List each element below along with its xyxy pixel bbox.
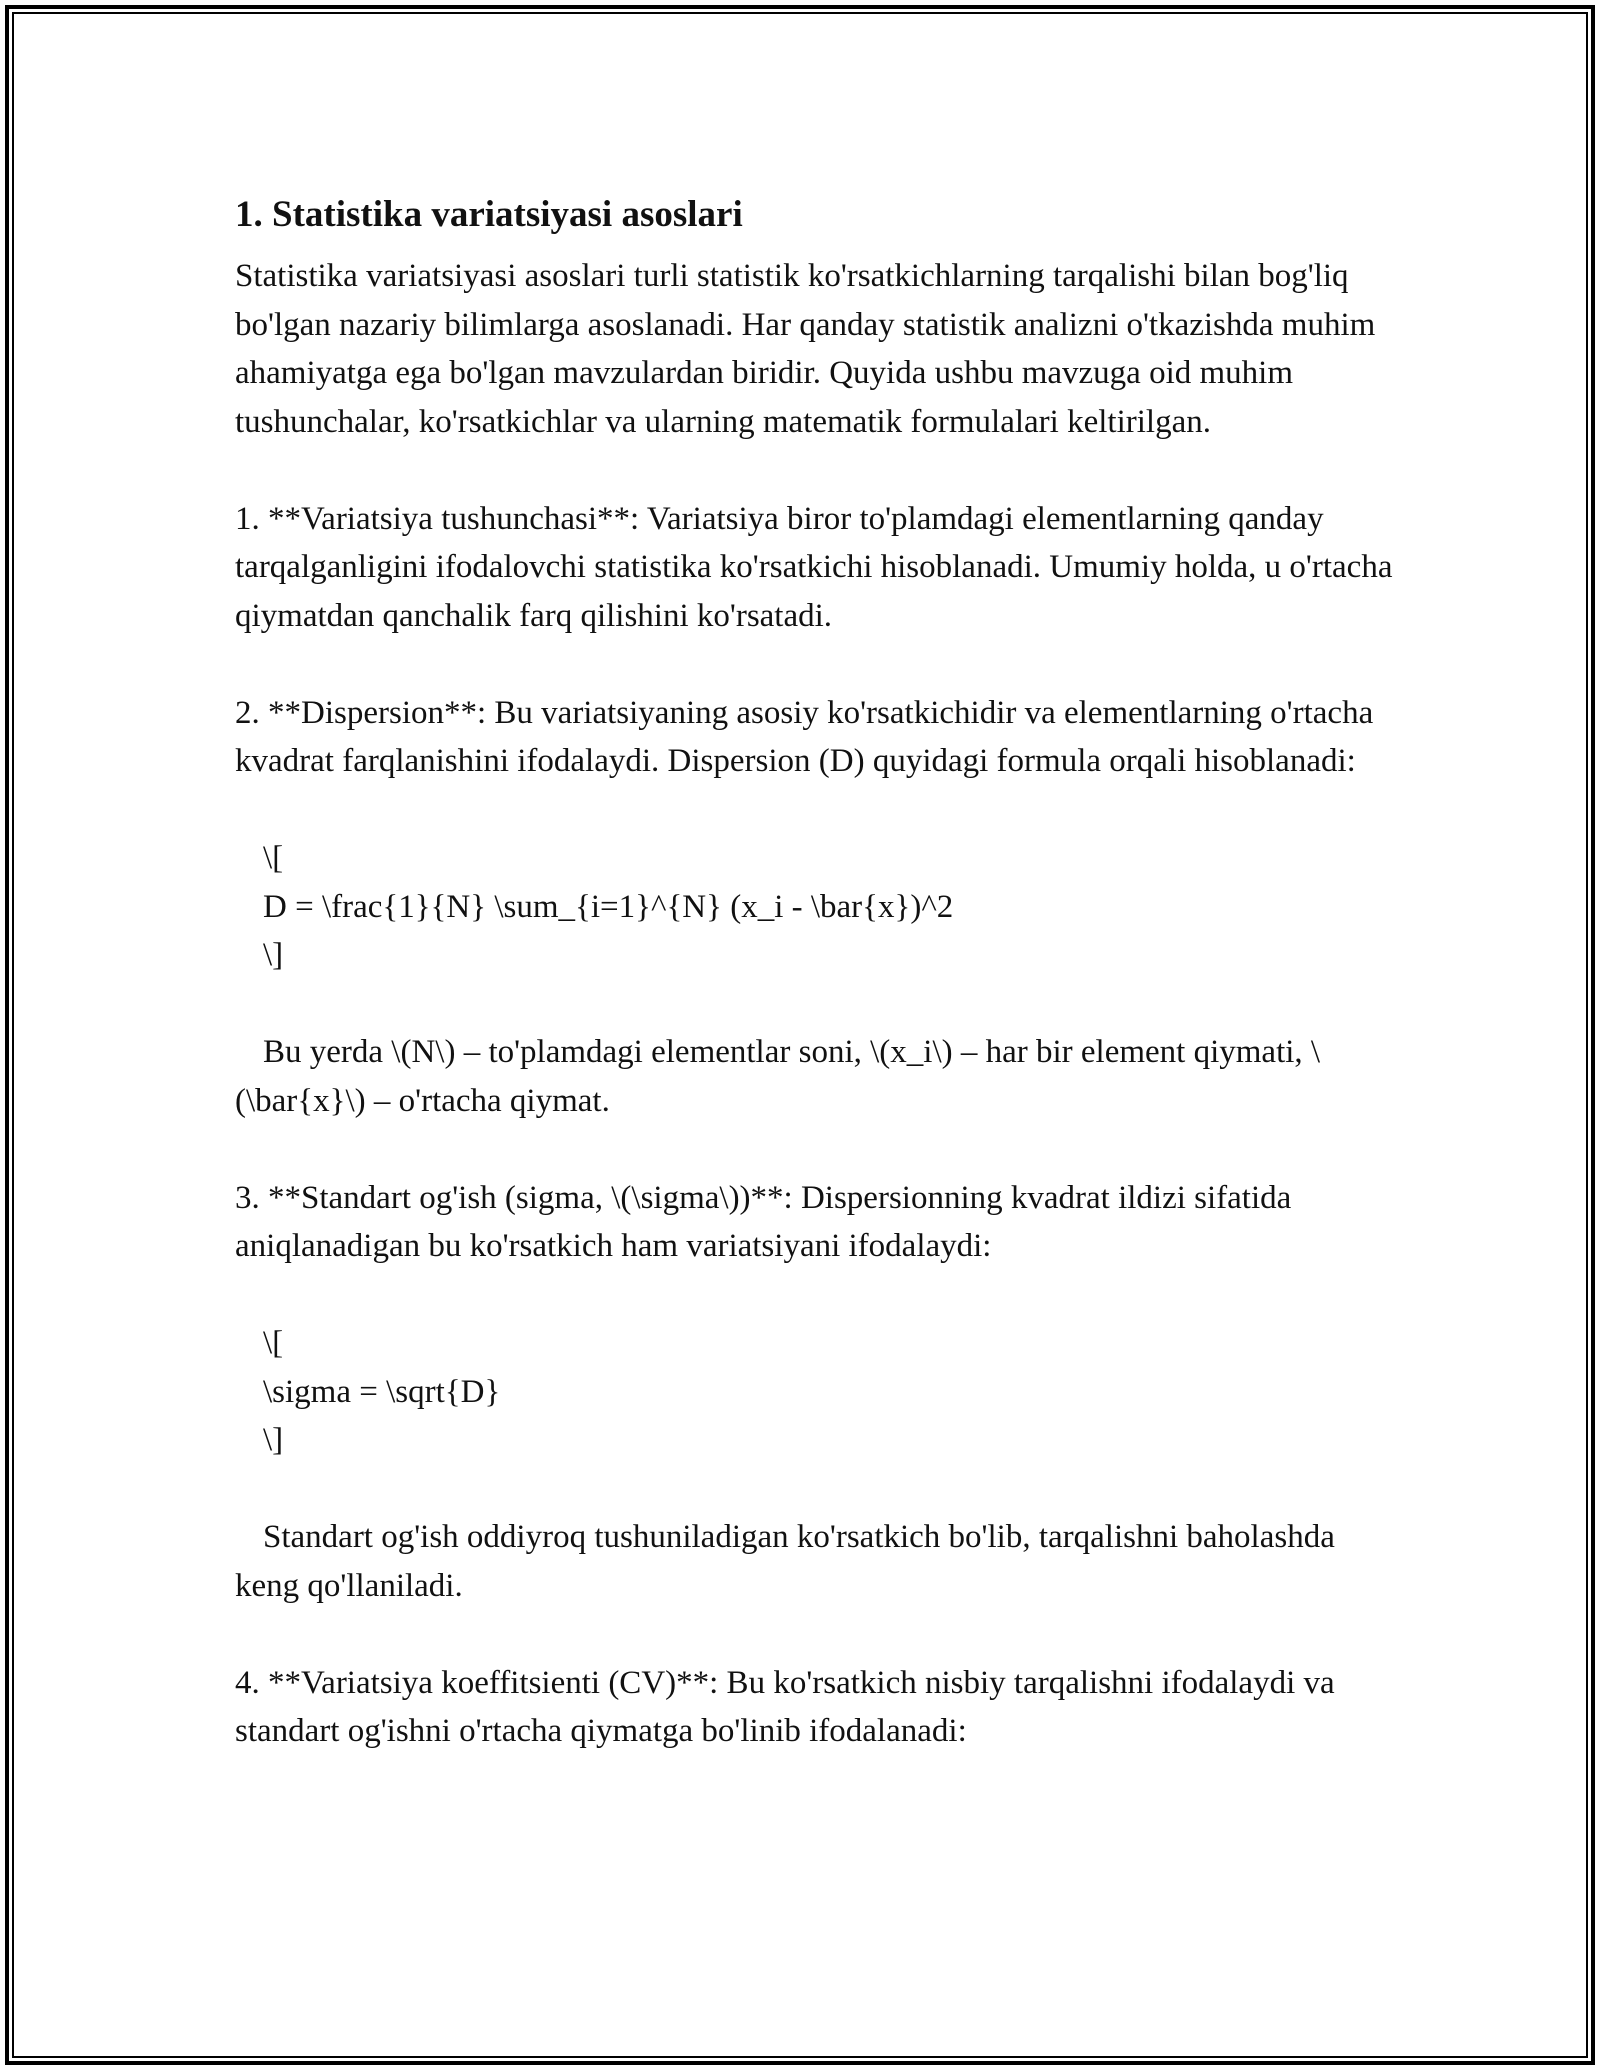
formula-sigma (235, 1319, 1395, 1465)
formula-body: D = \frac{1}{N} \sum_{i=1}^{N} (x_i - \bar{x})^2 (263, 888, 954, 925)
formula-open-delimiter: \[ (263, 1325, 284, 1361)
item-2-note: Bu yerda \(N\) – to'plamdagi elementlar soni, \(x_i\) – har bir element qiymati, \(\bar{x}\) – o'rtacha qiymat. (235, 1034, 1321, 1119)
formula-close-delimiter: \] (263, 1422, 284, 1458)
item-1-paragraph: 1. **Variatsiya tushunchasi**: Variatsiya biror to'plamdagi elementlarning qanday tarqalganligini ifodalovchi statistika ko'rsatkichi hisoblanadi. Umumiy holda, u o'rtacha qiymatdan qanchalik farq qilishini ko'rsatadi. (235, 500, 1393, 634)
item-3-note: Standart og'ish oddiyroq tushuniladigan ko'rsatkich bo'lib, tarqalishni baholashda keng qo'llaniladi. (235, 1519, 1335, 1604)
formula-close-delimiter: \] (263, 937, 284, 973)
formula-body: \sigma = \sqrt{D} (263, 1373, 501, 1410)
item-4-paragraph: 4. **Variatsiya koeffitsienti (CV)**: Bu ko'rsatkich nisbiy tarqalishni ifodalaydi va standart og'ishni o'rtacha qiymatga bo'linib ifodalanadi: (235, 1664, 1335, 1749)
formula-open-delimiter: \[ (263, 840, 284, 876)
item-3-paragraph: 3. **Standart og'ish (sigma, \(\sigma\))**: Dispersionning kvadrat ildizi sifatida aniqlanadigan bu ko'rsatkich ham variatsiyani ifodalaydi: (235, 1179, 1292, 1264)
document-body (235, 190, 1395, 1804)
item-2-paragraph: 2. **Dispersion**: Bu variatsiyaning asosiy ko'rsatkichidir va elementlarning o'rtacha kvadrat farqlanishini ifodalaydi. Dispersion (D) quyidagi formula orqali hisoblanadi: (235, 694, 1374, 779)
section-heading: 1. Statistika variatsiyasi asoslari (235, 194, 743, 235)
intro-paragraph: Statistika variatsiyasi asoslari turli statistik ko'rsatkichlarning tarqalishi bilan bog'liq bo'lgan nazariy bilimlarga asoslanadi. Har qanday statistik analizni o'tkazishda muhim ahamiyatga ega bo'lgan mavzulardan biridir. Quyida ushbu mavzuga oid muhim tushunchalar, ko'rsatkichlar va ularning matematik formulalari keltirilgan. (235, 258, 1376, 440)
formula-dispersion (235, 834, 1395, 980)
